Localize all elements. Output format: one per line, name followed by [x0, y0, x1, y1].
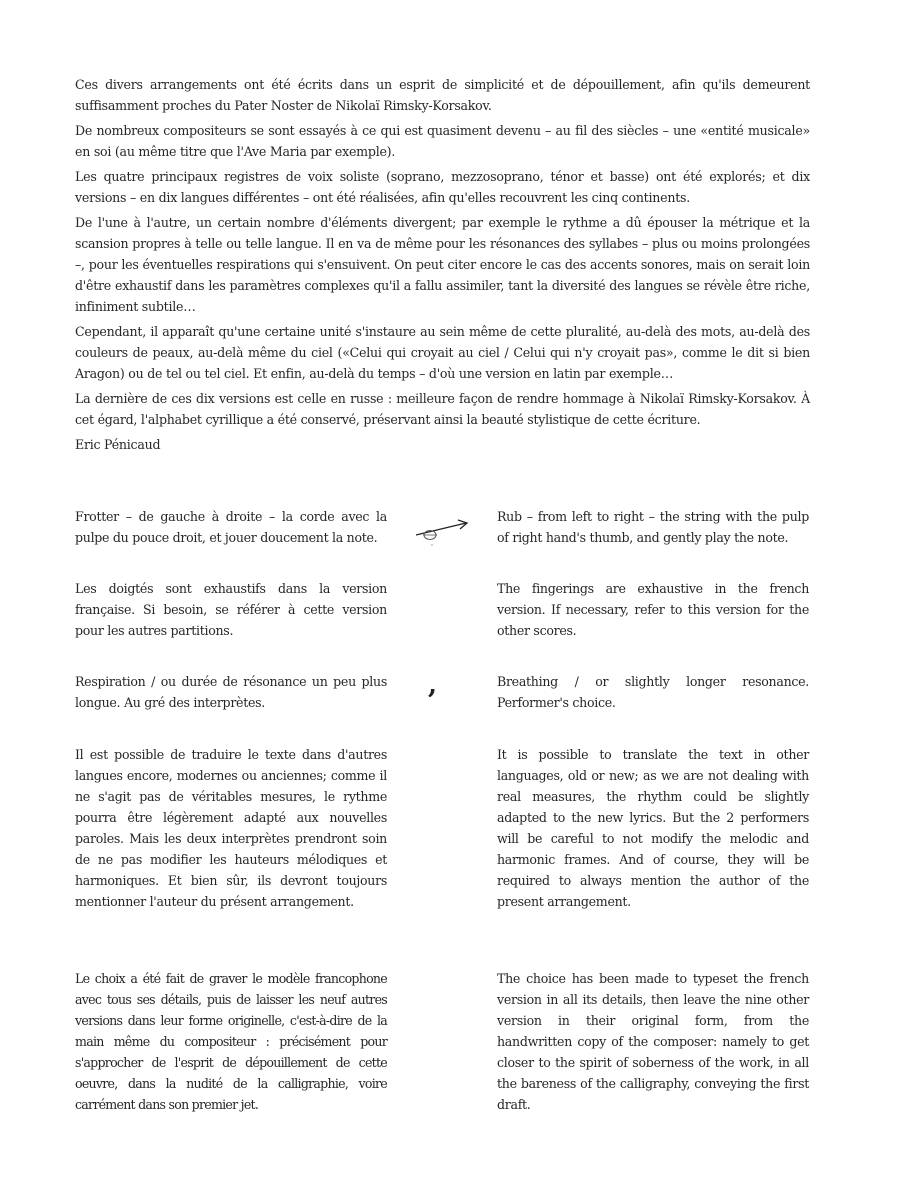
- note-fr-engraving: [75, 968, 387, 1115]
- intro-paragraph: Les quatre principaux registres de voix soliste (soprano, mezzosoprano, ténor et basse) ont été explorés; et dix versions – en dix langues différentes – ont été réalisées, afin qu'elles recouvrent les cinq continents.: [75, 169, 810, 205]
- note-fr-rub: [75, 506, 387, 548]
- note-en-translation: [497, 744, 809, 912]
- note-en-breathing: [497, 671, 809, 713]
- note-fr-text: Le choix a été fait de graver le modèle francophone avec tous ses détails, puis de laisser les neuf autres versions dans leur forme originelle, c'est-à-dire de la main même du compositeur : précisément pour s'approcher de l'esprit de dépouillement de cette oeuvre, dans la nudité de la calligraphie, voire carrément dans son premier jet.: [75, 971, 387, 1112]
- note-fr-text: Respiration / ou durée de résonance un peu plus longue. Au gré des interprètes.: [75, 674, 387, 710]
- note-fr-fingerings: [75, 578, 387, 641]
- note-en-rub: [497, 506, 809, 548]
- note-en-text: The fingerings are exhaustive in the french version. If necessary, refer to this version for the other scores.: [497, 581, 809, 638]
- intro-paragraph: Ces divers arrangements ont été écrits dans un esprit de simplicité et de dépouillement, afin qu'ils demeurent suffisamment proches du Pater Noster de Nikolaï Rimsky-Korsakov.: [75, 77, 810, 113]
- note-en-text: Rub – from left to right – the string with the pulp of right hand's thumb, and gently play the note.: [497, 509, 809, 545]
- intro-paragraph: Cependant, il apparaît qu'une certaine unité s'instaure au sein même de cette pluralité, au-delà des mots, au-delà des couleurs de peaux, au-delà même du ciel («Celui qui croyait au ciel / Celui qui n'y croyait pas», comme le dit si bien Aragon) ou de tel ou tel ciel. Et enfin, au-delà du temps – d'où une version en latin par exemple…: [75, 324, 810, 381]
- note-en-fingerings: [497, 578, 809, 641]
- note-fr-text: Les doigtés sont exhaustifs dans la version française. Si besoin, se référer à cette version pour les autres partitions.: [75, 581, 387, 638]
- signature: Eric Pénicaud: [75, 437, 161, 452]
- note-en-text: The choice has been made to typeset the french version in all its details, then leave the nine other version in their original form, from the handwritten copy of the composer: namely to get closer to the spirit of soberness of the work, in all the bareness of the calligraphy, conveying the first draft.: [497, 971, 809, 1112]
- intro-paragraph: La dernière de ces dix versions est celle en russe : meilleure façon de rendre hommage à Nikolaï Rimsky-Korsakov. À cet égard, l'alphabet cyrillique a été conservé, préservant ainsi la beauté stylistique de cette écriture.: [75, 391, 810, 427]
- note-fr-text: Il est possible de traduire le texte dans d'autres langues encore, modernes ou anciennes; comme il ne s'agit pas de véritables mesures, le rythme pourra être légèrement adapté aux nouvelles paroles. Mais les deux interprètes prendront soin de ne pas modifier les hauteurs mélodiques et harmoniques. Et bien sûr, ils devront toujours mentionner l'auteur du présent arrangement.: [75, 747, 387, 909]
- note-fr-text: Frotter – de gauche à droite – la corde avec la pulpe du pouce droit, et jouer doucement la note.: [75, 509, 387, 545]
- note-en-text: Breathing / or slightly longer resonance. Performer's choice.: [497, 674, 809, 710]
- intro-text: [75, 74, 810, 459]
- note-en-engraving: [497, 968, 809, 1115]
- note-fr-translation: [75, 744, 387, 912]
- breath-mark-icon: ,: [428, 670, 438, 700]
- rub-arrow-icon: [412, 515, 472, 555]
- intro-paragraph: De nombreux compositeurs se sont essayés à ce qui est quasiment devenu – au fil des siècles – une «entité musicale» en soi (au même titre que l'Ave Maria par exemple).: [75, 123, 810, 159]
- note-fr-breathing: [75, 671, 387, 713]
- note-en-text: It is possible to translate the text in other languages, old or new; as we are not dealing with real measures, the rhythm could be slightly adapted to the new lyrics. But the 2 performers will be careful to not modify the melodic and harmonic frames. And of course, they will be required to always mention the author of the present arrangement.: [497, 747, 809, 909]
- intro-paragraph: De l'une à l'autre, un certain nombre d'éléments divergent; par exemple le rythme a dû épouser la métrique et la scansion propres à telle ou telle langue. Il en va de même pour les résonances des syllabes – plus ou moins prolongées –, pour les éventuelles respirations qui s'ensuivent. On peut citer encore le cas des accents sonores, mais on serait loin d'être exhaustif dans les paramètres complexes qu'il a fallu assimiler, tant la diversité des langues se révèle être riche, infiniment subtile…: [75, 215, 810, 314]
